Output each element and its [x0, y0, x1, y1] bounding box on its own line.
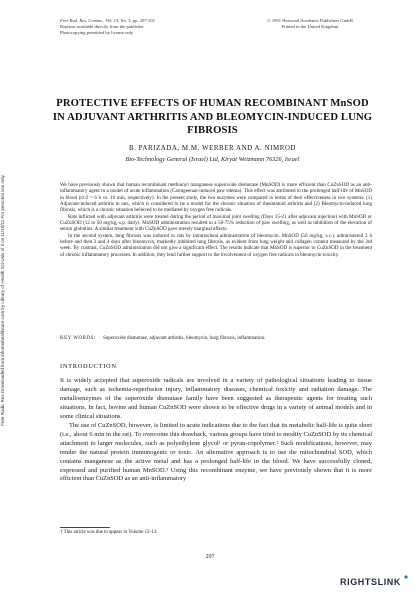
body-paragraph: The use of CuZnSOD, however, is limited to acute indications due to the fact that its metabolic half-life is quite short (i.e., about 6 min in the rat). To overcome this drawback, various groups have tried to modify CuZnSOD by its chemical attachment to larger molecules, such as polyethylene glycol¹ or pyran-copolymer.² Such modifications, however, may render the natural protein immunogenic or toxic. An alternative approach is to use the mitochondrial SOD, which contains manganese as the active metal and has a prolonged half-life in the blood. We have successfully cloned, expressed and purified human MnSOD.³ Using this recombinant enzyme, we have previously shown that it is more efficient than CuZnSOD as an anti-inflammatory: [60, 421, 372, 483]
reprints-note: Reprints available directly from the publisher: [60, 24, 144, 29]
registered-dot-icon: [404, 575, 407, 578]
article-title: PROTECTIVE EFFECTS OF HUMAN RECOMBINANT MnSOD IN ADJUVANT ARTHRITIS AND BLEOMYCIN-INDUCED LUNG FIBROSIS: [52, 98, 373, 136]
photocopying-note: Photocopying permitted by license only: [60, 30, 134, 35]
download-watermark: [0, 150, 22, 450]
section-heading: INTRODUCTION: [60, 363, 117, 370]
rightslink-logo-text: RIGHTSLINK: [340, 577, 401, 587]
keywords-text: Superoxide dismutase, adjuvant arthritis, bleomycin, lung fibrosis, inflammation.: [102, 336, 266, 341]
publisher-header: [240, 18, 380, 30]
abstract-paragraph: We have previously shown that human recombinant methionyl manganese superoxide dismutase (MnSOD) is more efficient than CuZnSOD as an anti-inflammatory agent in a model of acute inflammation (Carrageenan-induced paw edema). This effect was attributed to the prolonged half-life of MnSOD in blood (t1/2 = 6 h vs. 10 min, respectively). In the present study, the two enzymes were compared in terms of their effectiveness in two systems: (1) Adjuvant-induced arthritis in rats, which is considered to be a model for the chronic situation of rheumatoid arthritis and (2) Bleomycin-induced lung fibrosis, which is a chronic situation believed to be mediated by oxygen free radicals.: [60, 182, 372, 214]
footnote: † This article was due to appear in Volume 12-13.: [60, 530, 158, 535]
keywords-label: KEY WORDS:: [60, 336, 96, 341]
abstract: [60, 182, 372, 258]
rightslink-logo: [340, 575, 410, 589]
abstract-paragraph: Rats inflicted with adjuvant arthritis were treated during the period of maximal joint swelling (Days 15-21 after adjuvant injection) with MnSOD or CuZnSOD (12 to 50 mg/kg, s.p. daily). MnSOD administration resulted in a 50-75% reduction of paw swelling, as well as inhibition of the elevation of serum globulins. A similar treatment with CuZnSOD gave merely marginal effects.: [60, 213, 372, 233]
body-paragraph: It is widely accepted that superoxide radicals are involved in a variety of pathological situations leading to tissue damage, such as ischemia-reperfusion injury, inflammatory diseases, chemical toxicity and radiation damage. The metalloenzymes of the superoxide dismutase family have been suggested as therapeutic agents for treating such situations. In fact, bovine and human CuZnSOD were shown to be effective drugs in a variety of animal models and in some clinical situations.: [60, 377, 372, 420]
article-body: [60, 377, 372, 484]
article-authors: B. PARIZADA, M.M. WERBER AND A. NIMROD: [129, 144, 296, 152]
keywords: [60, 336, 372, 343]
journal-citation: Free Rad. Res. Comms., Vol. 15, No. 5, pp. 297-301: [60, 18, 156, 23]
journal-header: [60, 18, 230, 36]
rightslink-logo-mark: [340, 575, 410, 589]
copyright-line: © 1991 Harwood Academic Publishers GmbH: [267, 18, 353, 23]
footnote-divider: [60, 527, 110, 528]
page-number: 297: [205, 554, 215, 560]
abstract-paragraph: In the second system, lung fibrosis was induced in rats by intratracheal administration of bleomycin. MnSOD (50 mg/kg, s.c.), administered 2 h before and then 2 and 4 days after bleomycin, markedly inhibited lung fibrosis, as evident from lung weight and collagen content measured by the 3rd week. By contrast, CuZnSOD administration did not give a significant effect. The results indicate that MnSOD is superior to CuZnSOD in the treatment of chronic inflammatory processes. In addition, they lend further support to the involvement of oxygen free radicals in bleomycin toxicity.: [60, 232, 372, 258]
download-watermark-text: Free Radic Res Downloaded from informahealthcare.com by Library of Health Sci-Univ of Il on 11/10/11 For personal use only.: [0, 174, 5, 426]
author-affiliation: Bio-Technology General (Israel) Ltd, Kiryat Weizmann 76326, Israel: [125, 156, 300, 163]
printed-in-line: Printed in the United Kingdom: [281, 24, 339, 29]
